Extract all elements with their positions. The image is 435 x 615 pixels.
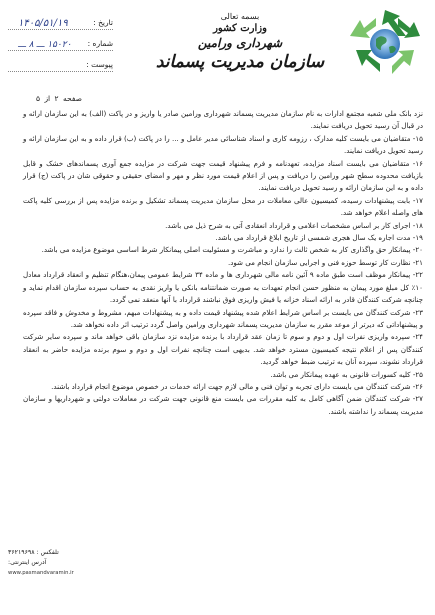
clause-paragraph: ۲۰- پیمانکار حق واگذاری کار به شخص ثالث را ندارد و مباشرت و مسئولیت اصلی پیمانکار شرط اساسی موضوع مزایده می باشد. bbox=[41, 245, 423, 255]
page-middle: از bbox=[44, 94, 51, 103]
number-label: شماره : bbox=[87, 39, 113, 48]
clause-paragraph: ۱۷- بابت پیشنهادات رسیده، کمیسیون عالی معاملات در محل سازمان مدیریت پسماند تشکیل و برنده مزایده پس از بررسی کلیه پاکت های واصله اعلام خواهد شد. bbox=[23, 195, 423, 218]
bismillah-text: بسمه تعالی bbox=[220, 12, 260, 21]
website-link[interactable]: www.pasmandvaramin.ir bbox=[8, 570, 74, 576]
phone-label: تلفکس : bbox=[36, 549, 59, 556]
ministry-name: وزارت کشور bbox=[213, 23, 267, 34]
municipality-name: شهرداری ورامین bbox=[197, 36, 283, 50]
organization-name: سازمان مدیریت پسماند bbox=[155, 52, 325, 72]
date-value: ۱۴۰۵/۵۱/۱۹ bbox=[18, 18, 68, 29]
phone-value: ۳۶۲۱۹۶۹۸ bbox=[8, 549, 35, 556]
number-row bbox=[8, 33, 113, 51]
clause-paragraph: ۲۵- کلیه کسورات قانونی به عهده پیمانکار می باشد. bbox=[270, 369, 423, 379]
attachment-row bbox=[8, 54, 113, 72]
clause-paragraph: نزد بانک ملی شعبه مجتمع ادارات به نام سازمان مدیریت پسماند شهرداری ورامین صادر یا واریز و در پاکت (الف) به این سازمان ارائه و در قبال آن رسید تحویل دریافت نمایند. bbox=[23, 109, 423, 131]
date-row bbox=[8, 12, 113, 30]
clause-paragraph: ۱۸- اجرای کار بر اساس مشخصات اعلامی و قرارداد انعقادی آتی به شرح ذیل می باشد. bbox=[165, 220, 423, 230]
clause-paragraph: ۲۷- شرکت کنندگان ضمن آگاهی کامل به کلیه مقررات می بایست منع قانونی جهت شرکت در معاملات دولتی و شهرداریها و سازمان مدیریت پسماند را نداشته باشند. bbox=[23, 394, 423, 416]
address-label: آدرس اینترنتی: bbox=[8, 559, 47, 566]
page-total: ۵ bbox=[36, 94, 41, 103]
page-prefix: صفحه bbox=[62, 94, 82, 103]
recycling-globe-logo bbox=[340, 6, 430, 78]
clause-paragraph: ۱۹- مدت اجاره یک سال هجری شمسی از تاریخ ابلاغ قرارداد می باشد. bbox=[215, 233, 423, 243]
clause-paragraph: ۲۶- شرکت کنندگان می بایست دارای تجربه و توان فنی و مالی لازم جهت ارائه خدمات در خصوص موضوع انجام قرارداد باشند. bbox=[51, 381, 423, 391]
page-current: ۲ bbox=[54, 94, 59, 103]
clause-paragraph: ۲۳- شرکت کنندگان می بایست بر اساس شرایط اعلام شده پیشنهاد قیمت داده و به پیشنهادات مبهم، مشروط و مخدوش و فاقد سپرده و پیشنهاداتی که دیرتر از موعد مقرر به سازمان مدیریت پسماند شهرداری ورامین واصل گردد ترتیب اثر داده نخواهد شد. bbox=[23, 307, 423, 329]
page-indicator bbox=[35, 94, 83, 103]
clause-paragraph: ۱۵- متقاضیان می بایست کلیه مدارک ، رزومه کاری و اسناد شناسائی مدیر عامل و ... را در پاکت (ب) قرار داده و به این سازمان ارائه و رسید تحویل دریافت نمایند. bbox=[23, 133, 423, 156]
number-value: ۱۵۰۲۰ ـــ ۸ ـــ bbox=[18, 40, 72, 50]
clause-paragraph: ۲۲- پیمانکار موظف است طبق ماده ۹ آئین نامه مالی شهرداری ها و ماده ۳۴ شرایط عمومی پیمان،هنگام تنظیم و انعقاد قرارداد معادل ۱۰٪ کل مبلغ مورد پیمان به منظور حسن انجام تعهدات به صورت ضمانتنامه بانکی یا واریز نقدی به حساب سپرده سازمان اقدام نماید و چنانچه شرکت کنندگان قادر به ارائه اسناد خزانه یا فیش واریزی فوق نباشند قرارداد با آنها منعقد نمی گردد. bbox=[23, 270, 423, 305]
letter-body bbox=[23, 108, 423, 418]
clause-paragraph: ۲۴- سپرده واریزی نفرات اول و دوم و سوم تا زمان عقد قرارداد با برنده مزایده نزد سازمان باقی خواهد ماند و سپرده سایر شرکت کنندگان پس از اعلام نتیجه کمیسیون مسترد خواهد شد. بدیهی است چنانچه نفرات اول و دوم و سوم برنده مزایده حاضر به انعقاد قرارداد نشوند، سپرده آنان به ترتیب ضبط خواهد گردید. bbox=[23, 332, 423, 367]
letterhead-title bbox=[140, 12, 340, 73]
phone-line bbox=[8, 548, 70, 558]
clause-paragraph: ۲۱- نظارت کار توسط حوزه فنی و اجرایی سازمان انجام می شود. bbox=[227, 257, 423, 267]
contact-info bbox=[8, 548, 74, 578]
letter-meta bbox=[8, 12, 113, 75]
date-label: تاریخ : bbox=[93, 18, 113, 27]
attachment-label: پیوست : bbox=[86, 60, 113, 69]
clause-paragraph: ۱۶- متقاضیان می بایست اسناد مزایده، تعهدنامه و فرم پیشنهاد قیمت جهت شرکت در مزایده جمع آوری پسماندهای خشک و قابل بازیافت محدوده سطح شهر ورامین را دریافت و پس از اعلام قیمت مورد نظر و مهر و امضای حقیقی و حقوقی شان در پاکت (ج) قرار داده و به این سازمان ارائه و رسید تحویل دریافت نمایند. bbox=[23, 158, 423, 193]
